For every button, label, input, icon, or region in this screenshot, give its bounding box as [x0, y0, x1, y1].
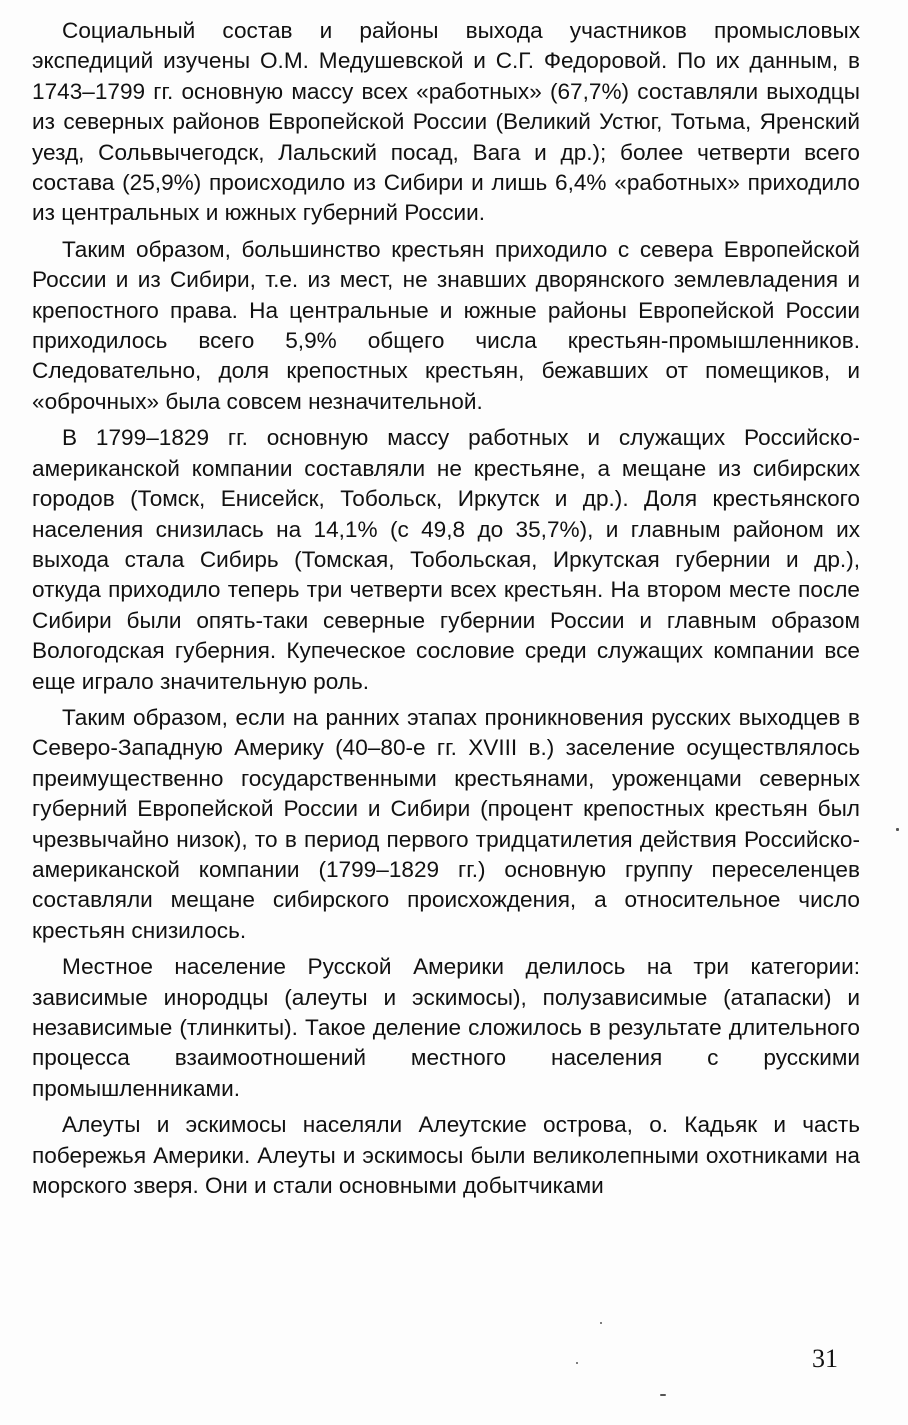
- paragraph-5: Местное население Русской Америки делилось на три категории: зависимые инородцы (алеуты и эскимосы), полузависимые (атапаски) и независимые (тлинкиты). Такое деление сложилось в результате длительного процесса взаимоотношений местного населения с русскими промышленниками.: [32, 954, 860, 1101]
- scan-speck: [576, 1362, 578, 1364]
- scan-speck: [896, 828, 899, 831]
- paragraph-6: Алеуты и эскимосы населяли Алеутские острова, о. Кадьяк и часть побережья Америки. Алеуты и эскимосы были великолепными охотниками на морского зверя. Они и стали основными добытчиками: [32, 1112, 860, 1199]
- paragraph-1: Социальный состав и районы выхода участников промысловых экспедиций изучены О.М. Медушевской и С.Г. Федоровой. По их данным, в 1743–1799 гг. основную массу всех «работных» (67,7%) составляли выходцы из северных районов Европейской России (Великий Устюг, Тотьма, Яренский уезд, Сольвычегодск, Лальский посад, Вага и др.); более четверти всего состава (25,9%) происходило из Сибири и лишь 6,4% «работных» приходило из центральных и южных губерний России.: [32, 18, 860, 226]
- scan-speck: [600, 1322, 602, 1324]
- body-text: [32, 16, 860, 1207]
- paragraph-3: В 1799–1829 гг. основную массу работных и служащих Российско-американской компании составляли не крестьяне, а мещане из сибирских городов (Томск, Енисейск, Тобольск, Иркутск и др.). Доля крестьянского населения снизилась на 14,1% (с 49,8 до 35,7%), и главным районом их выхода стала Сибирь (Томская, Тобольская, Иркутская губернии и др.), откуда приходило теперь три четверти всех крестьян. На втором месте после Сибири были опять-таки северные губернии России и главным образом Вологодская губерния. Купеческое сословие среди служащих компании все еще играло значительную роль.: [32, 425, 860, 694]
- paragraph-4: Таким образом, если на ранних этапах проникновения русских выходцев в Северо-Западную Америку (40–80-е гг. XVIII в.) заселение осуществлялось преимущественно государственными крестьянами, уроженцами северных губерний Европейской России и Сибири (процент крепостных крестьян был чрезвычайно низок), то в период первого тридцатилетия действия Российско-американской компании (1799–1829 гг.) основную группу переселенцев составляли мещане сибирского происхождения, а относительное число крестьян снизилось.: [32, 704, 860, 943]
- scan-speck: [660, 1394, 666, 1396]
- paragraph-2: Таким образом, большинство крестьян приходило с севера Европейской России и из Сибири, т.е. из мест, не знавших дворянского землевладения и крепостного права. На центральные и южные районы Европейской России приходилось всего 5,9% общего числа крестьян-промышленников. Следовательно, доля крепостных крестьян, бежавших от помещиков, и «оброчных» была совсем незначительной.: [32, 236, 860, 414]
- page-number: 31: [812, 1344, 838, 1373]
